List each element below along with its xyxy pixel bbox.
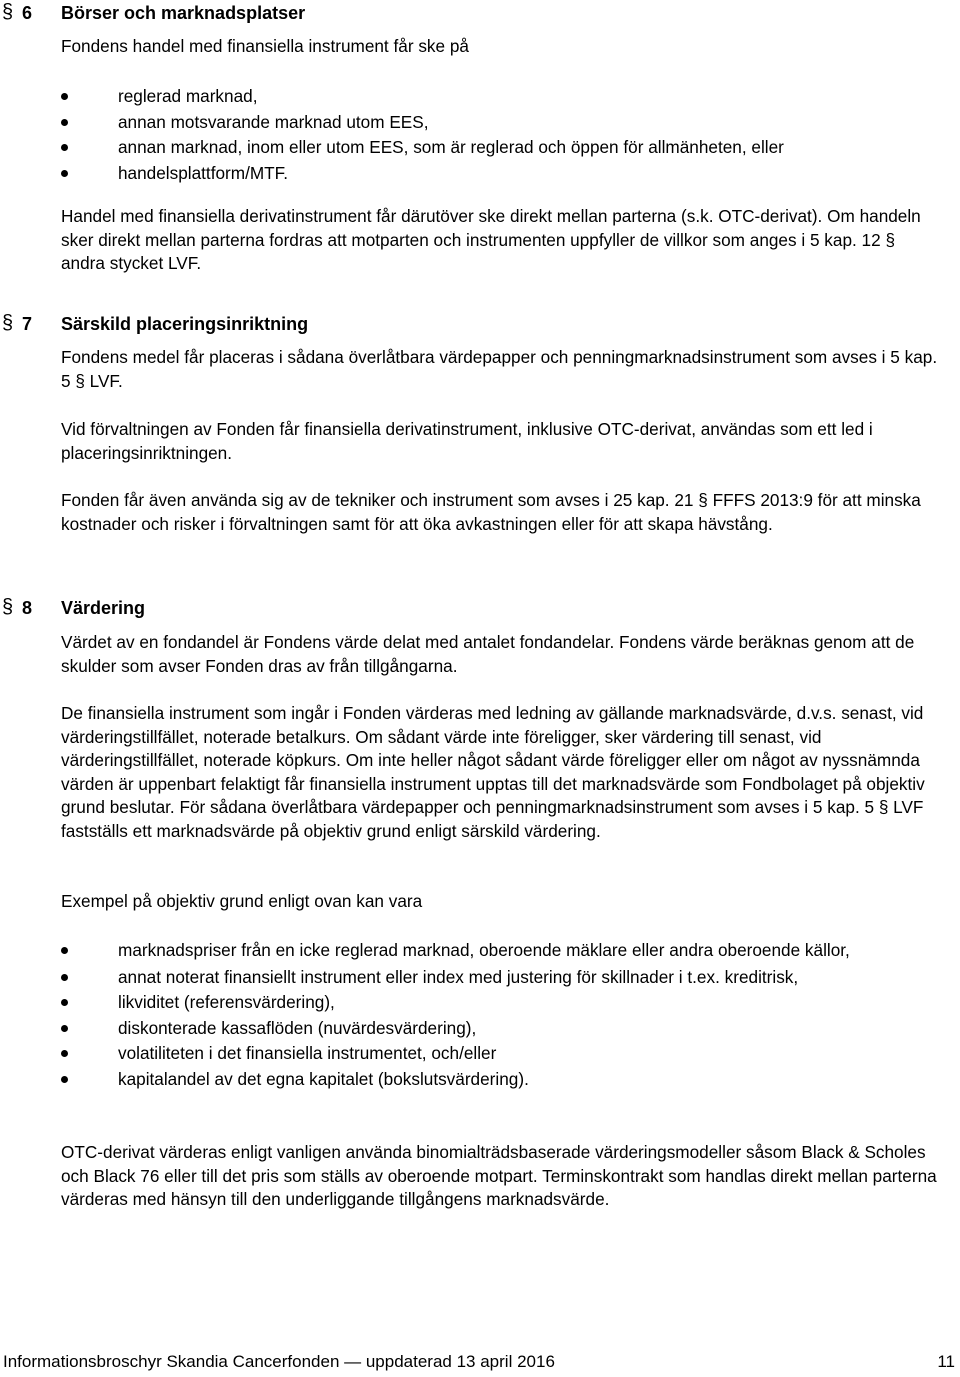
list-item: volatiliteten i det finansiella instrumentet, och/eller (61, 1041, 951, 1067)
section-6-intro: Fondens handel med finansiella instrument får ske på (61, 36, 469, 56)
section-title: Värdering (61, 598, 146, 618)
section-7-paragraph-1: Fondens medel får placeras i sådana överlåtbara värdepapper och penningmarknadsinstrument som avses i 5 kap. 5 § LVF. (61, 347, 938, 391)
section-8-heading (0, 595, 960, 621)
section-symbol: § (2, 312, 14, 334)
list-item: annan marknad, inom eller utom EES, som är reglerad och öppen för allmänheten, eller (61, 135, 951, 161)
bullet-icon (61, 144, 68, 151)
footer-text: Informationsbroschyr Skandia Cancerfonden — uppdaterad 13 april 2016 (3, 1352, 555, 1371)
section-7-paragraph-3: Fonden får även använda sig av de tekniker och instrument som avses i 25 kap. 21 § FFFS 2013:9 för att minska kostnader och risker i förvaltningen samt för att öka avkastningen eller för att skapa hävstång. (61, 490, 921, 534)
section-title: Börser och marknadsplatser (61, 3, 306, 23)
section-symbol: § (2, 596, 14, 618)
section-7-heading (0, 311, 960, 337)
section-8-paragraph-4: OTC-derivat värderas enligt vanligen använda binomialträdsbaserade värderingsmodeller såsom Black & Scholes och Black 76 eller till det pris som ställs av oberoende motpart. Terminskontrakt som handlas direkt mellan parterna värderas med hänsyn till den underliggande tillgångens marknadsvärde. (61, 1142, 937, 1209)
section-8-paragraph-3: Exempel på objektiv grund enligt ovan kan vara (61, 891, 423, 911)
list-item: annat noterat finansiellt instrument eller index med justering för skillnader i t.ex. kreditrisk, (61, 965, 951, 991)
section-7-paragraph-2: Vid förvaltningen av Fonden får finansiella derivatinstrument, inklusive OTC-derivat, användas som ett led i placeringsinriktningen. (61, 419, 873, 463)
section-symbol: § (2, 1, 14, 23)
list-item: likviditet (referensvärdering), (61, 990, 951, 1016)
bullet-icon (61, 119, 68, 126)
section-6-paragraph: Handel med finansiella derivatinstrument får därutöver ske direkt mellan parterna (s.k. OTC-derivat). Om handeln sker direkt mellan parterna fordras att motparten och instrumenten uppfyller de villkor som anges i 5 kap. 12 § andra stycket LVF. (61, 206, 921, 273)
bullet-icon (61, 93, 68, 100)
bullet-icon (61, 999, 68, 1006)
list-item: annan motsvarande marknad utom EES, (61, 110, 951, 136)
bullet-icon (61, 170, 68, 177)
list-item: reglerad marknad, (61, 84, 951, 110)
bullet-icon (61, 1076, 68, 1083)
section-6-list (61, 84, 951, 186)
bullet-icon (61, 974, 68, 981)
section-number: 8 (22, 598, 33, 618)
list-item: kapitalandel av det egna kapitalet (bokslutsvärdering). (61, 1067, 951, 1093)
list-item: marknadspriser från en icke reglerad marknad, oberoende mäklare eller andra oberoende källor, (61, 938, 938, 964)
list-item: handelsplattform/MTF. (61, 161, 951, 187)
bullet-icon (61, 947, 68, 954)
section-8-list (61, 938, 951, 1092)
section-6-heading (0, 0, 960, 26)
bullet-icon (61, 1025, 68, 1032)
section-title: Särskild placeringsinriktning (61, 314, 309, 334)
section-8-paragraph-1: Värdet av en fondandel är Fondens värde delat med antalet fondandelar. Fondens värde beräknas genom att de skulder som avser Fonden dras av från tillgångarna. (61, 632, 915, 676)
list-item: diskonterade kassaflöden (nuvärdesvärdering), (61, 1016, 951, 1042)
bullet-icon (61, 1050, 68, 1057)
page-number: 11 (937, 1352, 955, 1371)
section-number: 7 (22, 314, 33, 334)
section-number: 6 (22, 3, 33, 23)
section-8-paragraph-2: De finansiella instrument som ingår i Fonden värderas med ledning av gällande marknadsvärde, d.v.s. senast, vid värderingstillfället, noterade betalkurs. Om sådant värde inte föreligger, sker värdering till senast, vid värderingstillfället, noterade köpkurs. Om inte heller något sådant värde föreligger eller om något av nyssnämnda värden är uppenbart felaktigt får finansiella instrument upptas till det marknadsvärde som Fondbolaget på objektiv grund beslutar. För sådana överlåtbara värdepapper och penningmarknadsinstrument som avses i 5 kap. 5 § LVF fastställs ett marknadsvärde på objektiv grund enligt särskild värdering. (61, 703, 925, 841)
